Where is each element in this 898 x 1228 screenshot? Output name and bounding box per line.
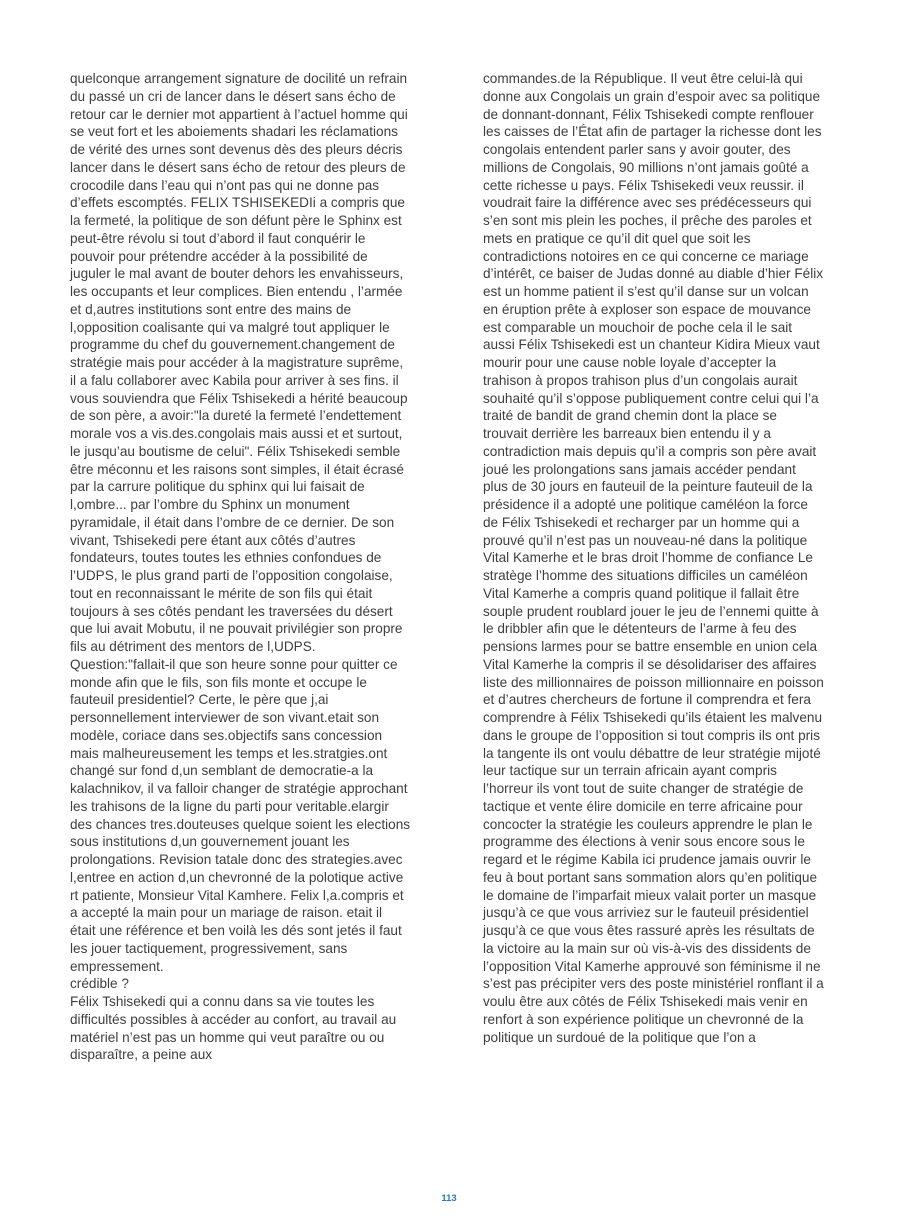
text-columns	[70, 70, 824, 1064]
paragraph: commandes.de la République. Il veut être celui-là qui donne aux Congolais un grain d’espoir avec sa politique de donnant-donnant, Félix Tshisekedi compte renflouer les caisses de l’État afin de partager la richesse dont les congolais entendent parler sans y avoir gouter, des millions de Congolais, 90 millions n’ont jamais goûté a cette richesse u pays. Félix Tshisekedi veux reussir. il voudrait faire la différence avec ses prédécesseurs qui s’en sont mis plein les poches, il prêche des paroles et mets en pratique ce qu’il dit quel que soit les contradictions notoires en ce qui concerne ce mariage d’intérêt, ce baiser de Judas donné au diable d’hier Félix est un homme patient il s’est qu’il danse sur un volcan en éruption prête à exploser son espace de mouvance est comparable un mouchoir de poche cela il le sait aussi Félix Tshisekedi est un chanteur Kidira Mieux vaut mourir pour une cause noble loyale d’accepter la trahison à propos trahison plus d’un congolais aurait souhaité qu’il s’oppose publiquement contre celui qui l’a traité de bandit de grand chemin dont la place se trouvait derrière les barreaux bien entendu il y a contradiction mais depuis qu’il a compris son père avait joué les prolongations sans jamais accéder pendant plus de 30 jours en fauteuil de la peinture fauteuil de la présidence il a adopté une politique caméléon la force de Félix Tshisekedi et recharger par un homme qui a prouvé qu’il n’est pas un nouveau-né dans la politique Vital Kamerhe et le bras droit l’homme de confiance Le stratège l’homme des situations difficiles un caméléon Vital Kamerhe a compris quand politique il fallait être souple prudent roublard jouer le jeu de l’ennemi quitte à le dribbler afin que le détenteurs de l’arme à feu des pensions larmes pour se battre ensemble en union cela Vital Kamerhe la compris il se désolidariser des affaires liste des millionnaires de poisson millionnaire en poisson et d’autres chercheurs de fortune il comprendra et fera comprendre à Félix Tshisekedi qu’ils étaient les malvenu dans le groupe de l’opposition si tout compris ils ont pris la tangente ils ont voulu débattre de leur stratégie mijoté leur tactique sur un terrain africain ayant compris l’horreur ils vont tout de suite changer de stratégie de tactique et vente élire domicile en terre africaine pour concocter la stratégie les couleurs apprendre le plan le programme des élections à venir sous encore sous le regard et le régime Kabila ici prudence jamais ouvrir le feu à bout portant sans sommation alors qu’en politique le domaine de l’imparfait mieux valait porter un masque jusqu’à ce que vous arriviez sur le fauteuil présidentiel jusqu’à ce que vous êtes rassuré après les résultats de la victoire au la main sur où vis-à-vis des dissidents de l’opposition Vital Kamerhe approuvé son féminisme il ne s’est pas précipiter vers des poste ministériel ronflant il a voulu être aux côtés de Félix Tshisekedi mais venir en renfort à son expérience politique un chevronné de la politique un surdoué de la politique que l’on a	[483, 71, 824, 1045]
paragraph: quelconque arrangement signature de docilité un refrain du passé un cri de lancer dans le désert sans écho de retour car le dernier mot appartient à l’actuel homme qui se veut fort et les aboiements shadari les réclamations de vérité des urnes sont devenus dès des pleurs décris lancer dans le désert sans écho de retour des pleurs de crocodile dans l’eau qui n’ont pas qui ne donne pas d’effets escomptés. FELIX TSHISEKEDIi a compris que la fermeté, la politique de son défunt père le Sphinx est peut-être révolu si tout d’abord il faut conquérir le pouvoir pour prétendre accéder à la possibilité de juguler le mal avant de bouter dehors les envahisseurs, les occupants et leur complices. Bien entendu , l’armée et d,autres institutions sont entre des mains de l,opposition coalisante qui va malgré tout appliquer le programme du chef du gouvernement.changement de stratégie mais pour accéder à la magistrature suprême, il a falu collaborer avec Kabila pour arriver à ses fins. il vous souviendra que Félix Tshisekedi a hérité beaucoup de son père, a avoir:"la dureté la fermeté l’endettement morale vos a vis.des.congolais mais aussi et et surtout, le jusqu’au boutisme de celui". Félix Tshisekedi semble être méconnu et les raisons sont simples, il était écrasé par la carrure politique du sphinx qui lui faisait de l,ombre... par l’ombre du Sphinx un monument pyramidale, il était dans l’ombre de ce dernier. De son vivant, Tshisekedi pere étant aux côtés d’autres fondateurs, toutes toutes les ethnies confondues de l’UDPS, le plus grand parti de l’opposition congolaise, tout en reconnaissant le mérite de son fils qui était toujours à ses côtés pendant les traversées du désert que lui avait Mobutu, il ne pouvait privilégier son propre fils au détriment des mentors de l,UDPS.	[70, 71, 408, 654]
paragraph: Félix Tshisekedi qui a connu dans sa vie toutes les difficultés possibles à accéder au confort, au travail au matériel n’est pas un homme qui veut paraître ou ou disparaître, a peine aux	[70, 994, 397, 1063]
paragraph: crédible ?	[70, 976, 129, 992]
paragraph: Question:"fallait-il que son heure sonne pour quitter ce monde afin que le fils, son fils monte et occupe le fauteuil presidentiel? Certe, le père que j,ai personnellement interviewer de son vivant.etait son modèle, coriace dans ses.objectifs sans concession mais malheureusement les temps et les.stratgies.ont changé sur fond d,un semblant de democratie-a la kalachnikov, il va falloir changer de stratégie approchant les trahisons de la ligne du parti pour veritable.elargir des chances tres.douteuses quelque soient les elections sous institutions d,un gouvernement jouant les prolongations. Revision tatale donc des strategies.avec l,entree en action d,un chevronné de la polotique active rt patiente, Monsieur Vital Kamhere. Felix l,a.compris et a accepté la main pour un mariage de raison. etait il était une référence et ben voilà les dés sont jetés il faut les jouer tactiquement, progressivement, sans empressement.	[70, 656, 411, 974]
left-column	[70, 70, 411, 1064]
page-number: 113	[441, 1193, 457, 1204]
right-column	[483, 70, 824, 1064]
